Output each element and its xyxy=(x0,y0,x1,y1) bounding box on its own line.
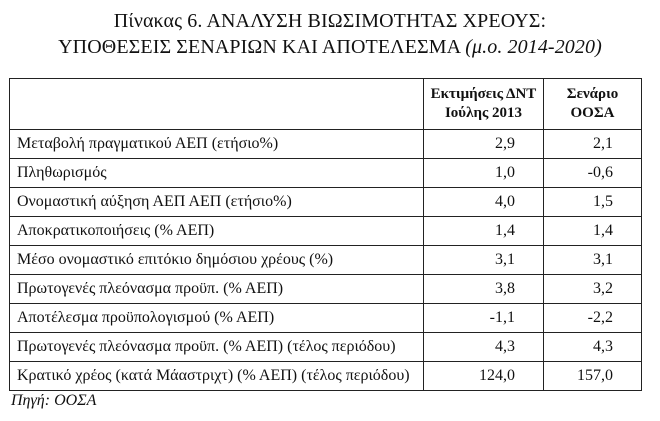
header-oecd-line1: Σενάριο xyxy=(566,86,619,102)
oecd-value: 2,1 xyxy=(544,130,642,159)
row-label: Ονομαστική αύξηση ΑΕΠ ΑΕΠ (ετήσιο%) xyxy=(10,188,424,217)
header-cell-oecd xyxy=(544,79,642,130)
imf-value: -1,1 xyxy=(424,304,544,333)
header-imf-line1: Εκτιμήσεις ΔΝΤ xyxy=(430,86,537,102)
debt-sustainability-table xyxy=(9,78,642,391)
imf-value: 1,4 xyxy=(424,217,544,246)
imf-value: 4,3 xyxy=(424,333,544,362)
header-cell-imf xyxy=(424,79,544,130)
row-label: Αποτέλεσμα προϋπολογισμού (% ΑΕΠ) xyxy=(10,304,424,333)
row-label: Πληθωρισμός xyxy=(10,159,424,188)
table-title-line1: Πίνακας 6. ΑΝΑΛΥΣΗ ΒΙΩΣΙΜΟΤΗΤΑΣ ΧΡΕΟΥΣ: xyxy=(113,10,547,32)
imf-value: 3,1 xyxy=(424,246,544,275)
oecd-value: 157,0 xyxy=(544,362,642,391)
imf-value: 4,0 xyxy=(424,188,544,217)
source-note: Πηγή: ΟΟΣΑ xyxy=(11,392,97,409)
table-header-row xyxy=(10,79,642,130)
header-cell-empty xyxy=(10,79,424,130)
table-row xyxy=(10,304,642,333)
table-row xyxy=(10,333,642,362)
table-title-line2 xyxy=(0,35,660,59)
table-row xyxy=(10,159,642,188)
oecd-value: 3,1 xyxy=(544,246,642,275)
imf-value: 124,0 xyxy=(424,362,544,391)
table-title-period: (μ.ο. 2014-2020) xyxy=(465,36,602,58)
table-row xyxy=(10,130,642,159)
table-row xyxy=(10,188,642,217)
oecd-value: 4,3 xyxy=(544,333,642,362)
row-label: Μεταβολή πραγματικού ΑΕΠ (ετήσιο%) xyxy=(10,130,424,159)
imf-value: 1,0 xyxy=(424,159,544,188)
row-label: Αποκρατικοποιήσεις (% ΑΕΠ) xyxy=(10,217,424,246)
oecd-value: 3,2 xyxy=(544,275,642,304)
row-label: Πρωτογενές πλεόνασμα προϋπ. (% ΑΕΠ) (τέλος περιόδου) xyxy=(10,333,424,362)
row-label: Πρωτογενές πλεόνασμα προϋπ. (% ΑΕΠ) xyxy=(10,275,424,304)
row-label: Κρατικό χρέος (κατά Μάαστριχτ) (% ΑΕΠ) (τέλος περιόδου) xyxy=(10,362,424,391)
table-row xyxy=(10,217,642,246)
oecd-value: -0,6 xyxy=(544,159,642,188)
oecd-value: 1,4 xyxy=(544,217,642,246)
header-imf-line2: Ιούλης 2013 xyxy=(444,105,523,121)
imf-value: 3,8 xyxy=(424,275,544,304)
header-oecd-line2: ΟΟΣΑ xyxy=(570,105,615,121)
oecd-value: 1,5 xyxy=(544,188,642,217)
oecd-value: -2,2 xyxy=(544,304,642,333)
table-title-subject: ΥΠΟΘΕΣΕΙΣ ΣΕΝΑΡΙΩΝ ΚΑΙ ΑΠΟΤΕΛΕΣΜΑ xyxy=(58,36,461,58)
imf-value: 2,9 xyxy=(424,130,544,159)
row-label: Μέσο ονομαστικό επιτόκιο δημόσιου χρέους (%) xyxy=(10,246,424,275)
table-row xyxy=(10,362,642,391)
table-row xyxy=(10,275,642,304)
table-row xyxy=(10,246,642,275)
